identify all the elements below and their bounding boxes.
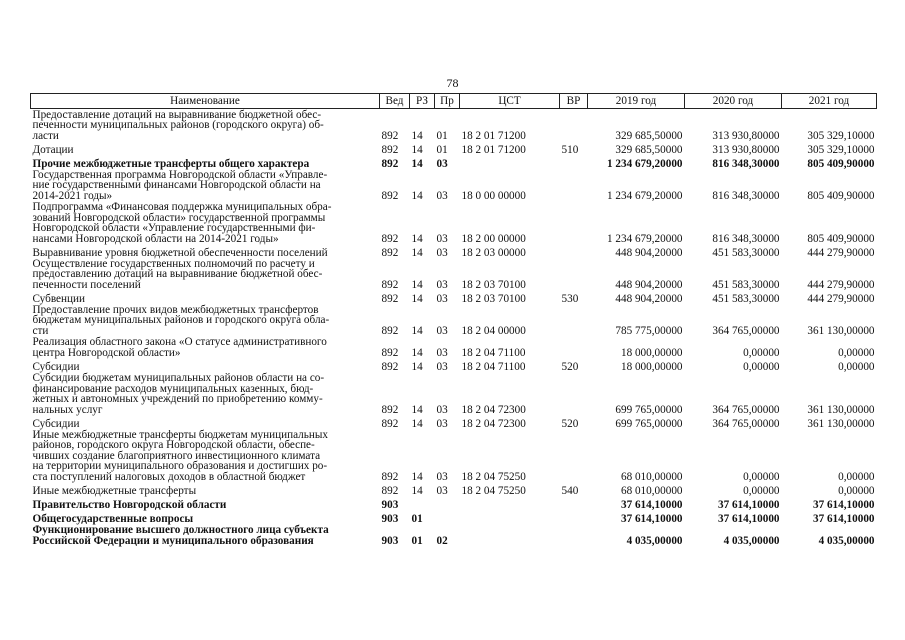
row-pr: 03 <box>436 484 448 497</box>
row-cst: 18 2 04 72300 <box>461 403 526 416</box>
table-row <box>31 429 877 482</box>
row-cst <box>460 155 560 169</box>
table-row <box>31 109 877 142</box>
row-rz <box>410 496 435 510</box>
header-2020: 2020 год <box>685 94 782 109</box>
table-row <box>31 496 877 510</box>
row-amount-2021: 0,00000 <box>838 484 875 497</box>
row-ved: 892 <box>381 232 399 245</box>
row-cst: 18 2 04 71100 <box>461 346 526 359</box>
table-row <box>31 415 877 429</box>
page-number: 78 <box>446 76 459 90</box>
row-rz: 14 <box>411 292 423 305</box>
row-amount-2020: 451 583,30000 <box>712 246 780 259</box>
table-row <box>31 244 877 258</box>
row-vr <box>560 336 588 358</box>
row-amount-2019: 785 775,00000 <box>615 324 683 337</box>
row-amount-2021: 361 130,00000 <box>807 403 875 416</box>
row-cst: 18 0 00 00000 <box>461 189 526 202</box>
row-amount-2019: 699 765,00000 <box>615 403 683 416</box>
row-amount-2021: 805 409,90000 <box>807 232 875 245</box>
row-ved: 892 <box>381 278 399 291</box>
row-rz: 14 <box>411 324 423 337</box>
row-amount-2019: 448 904,20000 <box>615 278 683 291</box>
row-cst <box>460 524 560 546</box>
row-rz: 14 <box>411 129 423 142</box>
row-name: Общегосударственные вопросы <box>32 512 194 525</box>
table-row <box>31 358 877 372</box>
row-rz: 14 <box>411 360 423 373</box>
row-rz: 14 <box>411 246 423 259</box>
row-amount-2020: 364 765,00000 <box>712 417 780 430</box>
row-amount-2019: 1 234 679,20000 <box>606 157 683 170</box>
row-name: Подпрограмма «Финансовая поддержка муниципальных обра- зований Новгородской области» государственной программы Новгородской области «Управление государственными фи- нансами Новгородской области на 2014-2021 годы» <box>32 201 332 245</box>
row-cst: 18 2 03 70100 <box>461 292 526 305</box>
budget-table <box>30 93 877 546</box>
row-name: Дотации <box>32 143 74 156</box>
header-vr: ВР <box>560 94 588 109</box>
row-amount-2021: 361 130,00000 <box>807 417 875 430</box>
row-ved: 903 <box>381 534 399 547</box>
row-amount-2021: 444 279,90000 <box>807 278 875 291</box>
row-vr: 540 <box>561 484 579 497</box>
header-rz: РЗ <box>410 94 435 109</box>
row-amount-2019: 37 614,10000 <box>620 498 683 511</box>
row-name: Субсидии <box>32 360 80 373</box>
row-vr <box>560 510 588 524</box>
row-pr: 03 <box>436 324 448 337</box>
row-amount-2021: 805 409,90000 <box>807 189 875 202</box>
table-row <box>31 336 877 358</box>
row-amount-2020: 313 930,80000 <box>712 143 780 156</box>
row-name: Субвенции <box>32 292 85 305</box>
row-cst: 18 2 01 71200 <box>461 143 526 156</box>
row-ved: 892 <box>381 324 399 337</box>
table-header-row <box>31 94 877 109</box>
row-rz: 14 <box>411 278 423 291</box>
table-row <box>31 304 877 336</box>
row-rz: 14 <box>411 157 423 170</box>
row-pr: 03 <box>436 157 448 170</box>
row-amount-2019: 68 010,00000 <box>620 484 683 497</box>
row-vr: 520 <box>561 417 579 430</box>
row-ved: 892 <box>381 484 399 497</box>
row-cst: 18 2 04 71100 <box>461 360 526 373</box>
table-row <box>31 169 877 201</box>
row-ved: 892 <box>381 157 399 170</box>
row-pr: 03 <box>436 470 448 483</box>
row-pr: 03 <box>436 232 448 245</box>
row-ved: 903 <box>381 512 399 525</box>
row-amount-2020: 313 930,80000 <box>712 129 780 142</box>
row-amount-2021: 805 409,90000 <box>807 157 875 170</box>
header-ved: Вед <box>380 94 410 109</box>
row-amount-2020: 816 348,30000 <box>712 189 780 202</box>
row-name: Реализация областного закона «О статусе административного центра Новгородской области» <box>32 336 327 359</box>
header-pr: Пр <box>435 94 460 109</box>
row-name: Субсидии <box>32 417 80 430</box>
row-amount-2019: 699 765,00000 <box>615 417 683 430</box>
row-rz: 01 <box>411 512 423 525</box>
header-cst: ЦСТ <box>460 94 560 109</box>
row-cst: 18 2 04 75250 <box>461 484 526 497</box>
row-amount-2020: 0,00000 <box>743 470 780 483</box>
row-name: Иные межбюджетные трансферты <box>32 484 197 497</box>
row-amount-2019: 448 904,20000 <box>615 292 683 305</box>
row-vr <box>560 109 588 142</box>
row-name: Предоставление прочих видов межбюджетных трансфертов бюджетам муниципальных районов и городского округа обла- сти <box>32 303 330 337</box>
table-row <box>31 201 877 244</box>
row-ved: 892 <box>381 129 399 142</box>
row-ved: 892 <box>381 143 399 156</box>
row-cst <box>460 510 560 524</box>
row-pr <box>435 510 460 524</box>
row-name: Функционирование высшего должностного лица субъекта Российской Федерации и муниципального образования <box>32 524 329 547</box>
row-ved: 892 <box>381 417 399 430</box>
row-pr: 03 <box>436 246 448 259</box>
row-amount-2020: 816 348,30000 <box>712 157 780 170</box>
row-pr: 01 <box>436 143 448 156</box>
table-row <box>31 482 877 496</box>
row-pr: 03 <box>436 189 448 202</box>
row-amount-2021: 361 130,00000 <box>807 324 875 337</box>
row-rz: 14 <box>411 143 423 156</box>
row-amount-2021: 0,00000 <box>838 346 875 359</box>
row-amount-2021: 305 329,10000 <box>807 143 875 156</box>
row-vr <box>560 524 588 546</box>
row-amount-2019: 18 000,00000 <box>620 346 683 359</box>
header-2019: 2019 год <box>588 94 685 109</box>
row-ved: 892 <box>381 292 399 305</box>
row-cst: 18 2 00 00000 <box>461 232 526 245</box>
row-pr: 02 <box>436 534 448 547</box>
row-amount-2021: 0,00000 <box>838 360 875 373</box>
row-amount-2021: 305 329,10000 <box>807 129 875 142</box>
row-cst: 18 2 04 72300 <box>461 417 526 430</box>
row-cst: 18 2 01 71200 <box>461 129 526 142</box>
row-amount-2020: 0,00000 <box>743 360 780 373</box>
row-name: Осуществление государственных полномочий по расчету и предоставлению дотаций на выравнивание бюджетной обес- печенности поселений <box>32 257 323 291</box>
header-name: Наименование <box>31 94 380 109</box>
row-amount-2021: 37 614,10000 <box>812 512 875 525</box>
table-row <box>31 290 877 304</box>
row-cst: 18 2 04 00000 <box>461 324 526 337</box>
row-ved: 903 <box>381 498 399 511</box>
row-pr: 01 <box>436 129 448 142</box>
row-amount-2019: 4 035,00000 <box>626 534 683 547</box>
row-amount-2020: 0,00000 <box>743 484 780 497</box>
row-vr <box>560 201 588 244</box>
row-rz: 14 <box>411 232 423 245</box>
row-rz: 01 <box>411 534 423 547</box>
row-vr <box>560 372 588 415</box>
row-name: Выравнивание уровня бюджетной обеспеченности поселений <box>32 246 328 259</box>
table-body <box>31 109 877 547</box>
row-amount-2020: 0,00000 <box>743 346 780 359</box>
row-ved: 892 <box>381 189 399 202</box>
row-amount-2019: 1 234 679,20000 <box>606 232 683 245</box>
table-row <box>31 155 877 169</box>
row-rz: 14 <box>411 484 423 497</box>
row-amount-2020: 364 765,00000 <box>712 403 780 416</box>
row-amount-2021: 37 614,10000 <box>812 498 875 511</box>
row-pr: 03 <box>436 417 448 430</box>
table-row <box>31 524 877 546</box>
row-amount-2019: 329 685,50000 <box>615 143 683 156</box>
row-amount-2020: 37 614,10000 <box>717 498 780 511</box>
row-vr <box>560 244 588 258</box>
row-vr <box>560 429 588 482</box>
row-pr: 03 <box>436 346 448 359</box>
row-amount-2021: 444 279,90000 <box>807 246 875 259</box>
row-vr <box>560 258 588 290</box>
row-cst: 18 2 03 00000 <box>461 246 526 259</box>
row-cst: 18 2 03 70100 <box>461 278 526 291</box>
row-amount-2021: 444 279,90000 <box>807 292 875 305</box>
row-amount-2020: 451 583,30000 <box>712 292 780 305</box>
row-amount-2020: 37 614,10000 <box>717 512 780 525</box>
row-vr: 530 <box>561 292 579 305</box>
row-amount-2019: 448 904,20000 <box>615 246 683 259</box>
row-amount-2019: 18 000,00000 <box>620 360 683 373</box>
row-name: Иные межбюджетные трансферты бюджетам муниципальных районов, городского округа Новгородской области, обеспе- чивших создание благоприятного инвестиционного климата на территории муниципального образования и достигших ро- ста поступлений налоговых доходов в областной бюджет <box>32 428 328 483</box>
row-vr <box>560 496 588 510</box>
row-cst: 18 2 04 75250 <box>461 470 526 483</box>
row-amount-2020: 364 765,00000 <box>712 324 780 337</box>
row-amount-2019: 68 010,00000 <box>620 470 683 483</box>
row-rz: 14 <box>411 189 423 202</box>
row-vr: 520 <box>561 360 579 373</box>
row-ved: 892 <box>381 346 399 359</box>
row-vr <box>560 304 588 336</box>
row-name: Предоставление дотаций на выравнивание бюджетной обес- печенности муниципальных районов (городского округа) об- ласти <box>32 108 324 142</box>
row-name: Субсидии бюджетам муниципальных районов области на со- финансирование расходов муниципальных казенных, бюд- жетных и автономных учреждений по приобретению комму- нальных услуг <box>32 372 325 416</box>
row-ved: 892 <box>381 403 399 416</box>
row-name: Прочие межбюджетные трансферты общего характера <box>32 157 310 170</box>
row-name: Государственная программа Новгородской области «Управле- ние государственными финансами Новгородской области на 2014-2021 годы» <box>32 168 328 202</box>
row-pr: 03 <box>436 360 448 373</box>
row-amount-2020: 451 583,30000 <box>712 278 780 291</box>
row-amount-2020: 4 035,00000 <box>723 534 780 547</box>
row-amount-2021: 0,00000 <box>838 470 875 483</box>
table-row <box>31 258 877 290</box>
table-row <box>31 372 877 415</box>
row-vr <box>560 169 588 201</box>
row-vr <box>560 155 588 169</box>
row-ved: 892 <box>381 470 399 483</box>
row-amount-2019: 37 614,10000 <box>620 512 683 525</box>
row-ved: 892 <box>381 360 399 373</box>
row-pr: 03 <box>436 278 448 291</box>
row-amount-2019: 1 234 679,20000 <box>606 189 683 202</box>
row-pr: 03 <box>436 292 448 305</box>
row-rz: 14 <box>411 470 423 483</box>
table-row <box>31 141 877 155</box>
row-amount-2020: 816 348,30000 <box>712 232 780 245</box>
row-pr <box>435 496 460 510</box>
table-row <box>31 510 877 524</box>
row-amount-2019: 329 685,50000 <box>615 129 683 142</box>
row-rz: 14 <box>411 403 423 416</box>
row-rz: 14 <box>411 417 423 430</box>
row-vr: 510 <box>561 143 579 156</box>
row-name: Правительство Новгородской области <box>32 498 227 511</box>
row-ved: 892 <box>381 246 399 259</box>
header-2021: 2021 год <box>782 94 877 109</box>
row-cst <box>460 496 560 510</box>
row-amount-2021: 4 035,00000 <box>818 534 875 547</box>
row-pr: 03 <box>436 403 448 416</box>
row-rz: 14 <box>411 346 423 359</box>
